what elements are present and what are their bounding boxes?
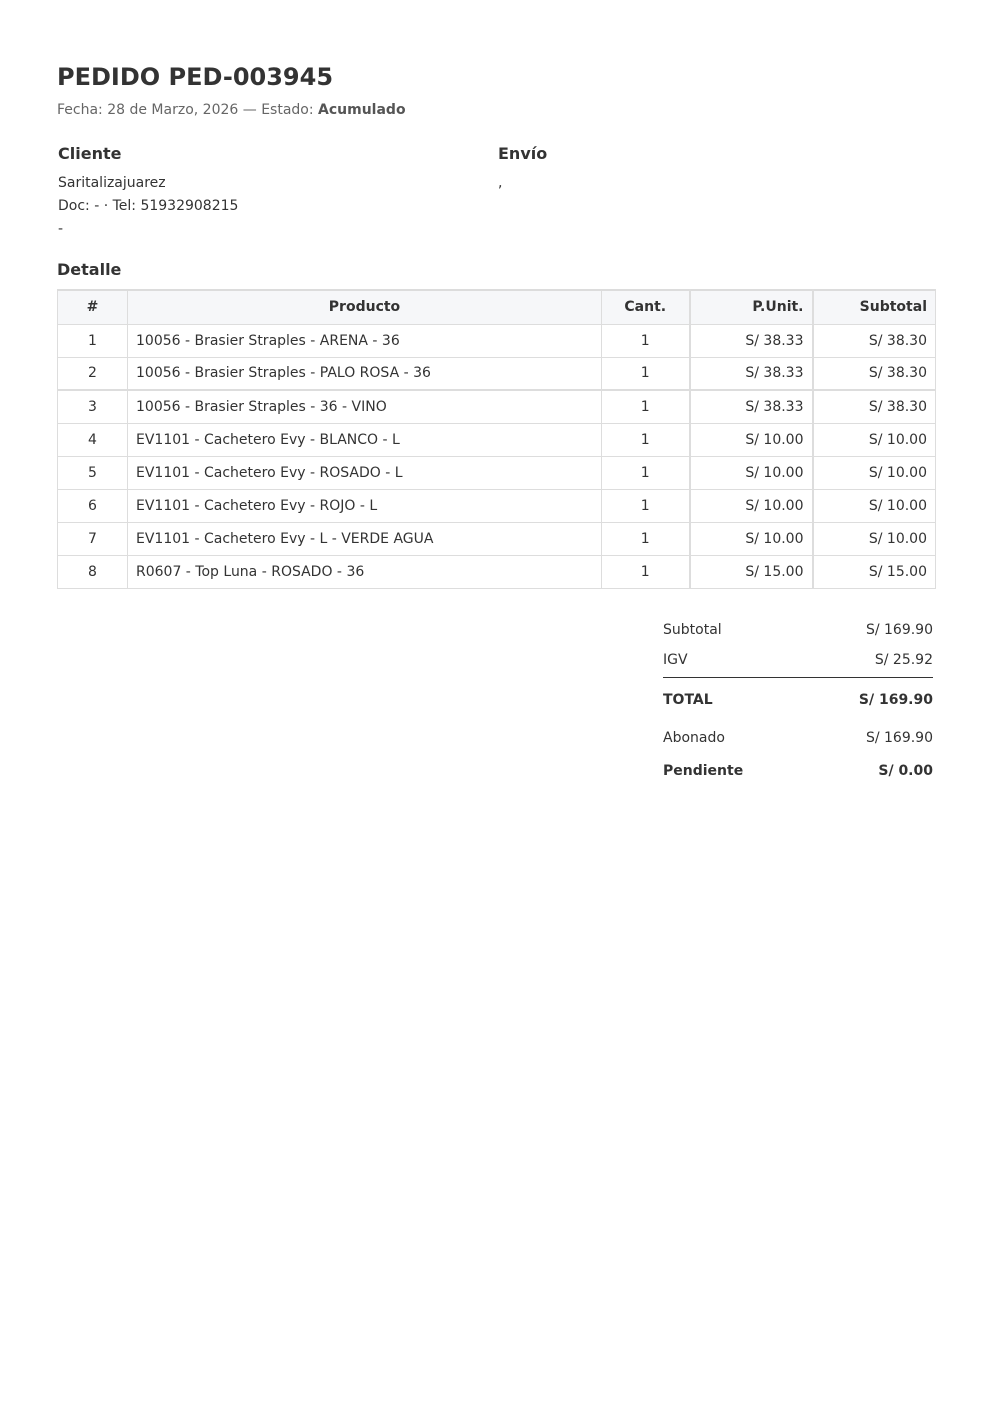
shipping-address: , <box>498 175 503 191</box>
pending-label: Pendiente <box>663 763 744 779</box>
totals-subtotal-row <box>663 614 933 646</box>
igv-label: IGV <box>663 652 688 668</box>
row-subtotal: S/ 15.00 <box>813 555 936 588</box>
totals-paid-row <box>663 723 933 753</box>
table-row <box>58 489 936 522</box>
totals-divider-gap <box>800 676 802 679</box>
row-quantity: 1 <box>602 489 690 522</box>
row-product: EV1101 - Cachetero Evy - ROJO - L <box>128 489 602 522</box>
row-subtotal: S/ 38.30 <box>813 357 936 390</box>
page-title: PEDIDO PED-003945 <box>57 63 334 91</box>
row-quantity: 1 <box>602 423 690 456</box>
row-number: 7 <box>58 522 128 555</box>
table-row <box>58 456 936 489</box>
row-subtotal: S/ 10.00 <box>813 423 936 456</box>
row-quantity: 1 <box>602 390 690 423</box>
row-subtotal: S/ 10.00 <box>813 489 936 522</box>
row-number: 3 <box>58 390 128 423</box>
row-number: 2 <box>58 357 128 390</box>
row-number: 1 <box>58 324 128 357</box>
row-unit-price: S/ 15.00 <box>690 555 813 588</box>
total-value: S/ 169.90 <box>858 692 933 708</box>
column-header-number: # <box>58 290 128 324</box>
row-quantity: 1 <box>602 456 690 489</box>
table-row <box>58 522 936 555</box>
column-header-unit-price: P.Unit. <box>690 290 813 324</box>
row-number: 6 <box>58 489 128 522</box>
column-header-quantity: Cant. <box>602 290 690 324</box>
totals-total-row <box>663 684 933 716</box>
table-row <box>58 357 936 390</box>
total-label: TOTAL <box>663 692 713 708</box>
row-unit-price: S/ 10.00 <box>690 423 813 456</box>
order-meta <box>57 101 406 119</box>
shipping-heading: Envío <box>498 144 548 163</box>
row-subtotal: S/ 10.00 <box>813 522 936 555</box>
detail-heading: Detalle <box>57 260 122 279</box>
row-product: R0607 - Top Luna - ROSADO - 36 <box>128 555 602 588</box>
paid-label: Abonado <box>663 730 725 746</box>
row-product: 10056 - Brasier Straples - ARENA - 36 <box>128 324 602 357</box>
client-doc-tel: Doc: - · Tel: 51932908215 <box>58 198 239 214</box>
table-row <box>58 390 936 423</box>
row-unit-price: S/ 10.00 <box>690 522 813 555</box>
igv-value: S/ 25.92 <box>874 652 933 668</box>
totals-igv-row <box>663 646 933 674</box>
row-subtotal: S/ 38.30 <box>813 324 936 357</box>
row-unit-price: S/ 38.33 <box>690 390 813 423</box>
subtotal-label: Subtotal <box>663 622 722 638</box>
row-quantity: 1 <box>602 357 690 390</box>
row-quantity: 1 <box>602 522 690 555</box>
table-header-row <box>58 290 936 324</box>
table-row <box>58 423 936 456</box>
row-number: 4 <box>58 423 128 456</box>
table-row <box>58 555 936 588</box>
row-product: 10056 - Brasier Straples - PALO ROSA - 36 <box>128 357 602 390</box>
row-subtotal: S/ 38.30 <box>813 390 936 423</box>
pending-value: S/ 0.00 <box>878 763 933 779</box>
totals-pending-row <box>663 756 933 786</box>
row-unit-price: S/ 38.33 <box>690 324 813 357</box>
row-quantity: 1 <box>602 324 690 357</box>
paid-value: S/ 169.90 <box>865 730 933 746</box>
status-badge: Acumulado <box>318 102 406 118</box>
subtotal-value: S/ 169.90 <box>865 622 933 638</box>
row-unit-price: S/ 38.33 <box>690 357 813 390</box>
column-header-subtotal: Subtotal <box>813 290 936 324</box>
items-table <box>57 289 936 589</box>
column-header-product: Producto <box>128 290 602 324</box>
row-product: 10056 - Brasier Straples - 36 - VINO <box>128 390 602 423</box>
row-subtotal: S/ 10.00 <box>813 456 936 489</box>
row-unit-price: S/ 10.00 <box>690 456 813 489</box>
row-number: 5 <box>58 456 128 489</box>
client-name: Saritalizajuarez <box>58 175 166 191</box>
client-heading: Cliente <box>58 144 122 163</box>
order-date: Fecha: 28 de Marzo, 2026 — Estado: <box>57 102 319 118</box>
row-product: EV1101 - Cachetero Evy - BLANCO - L <box>128 423 602 456</box>
table-row <box>58 324 936 357</box>
row-product: EV1101 - Cachetero Evy - ROSADO - L <box>128 456 602 489</box>
totals-summary <box>663 614 933 786</box>
row-quantity: 1 <box>602 555 690 588</box>
client-extra: - <box>58 221 64 237</box>
row-number: 8 <box>58 555 128 588</box>
row-product: EV1101 - Cachetero Evy - L - VERDE AGUA <box>128 522 602 555</box>
row-unit-price: S/ 10.00 <box>690 489 813 522</box>
